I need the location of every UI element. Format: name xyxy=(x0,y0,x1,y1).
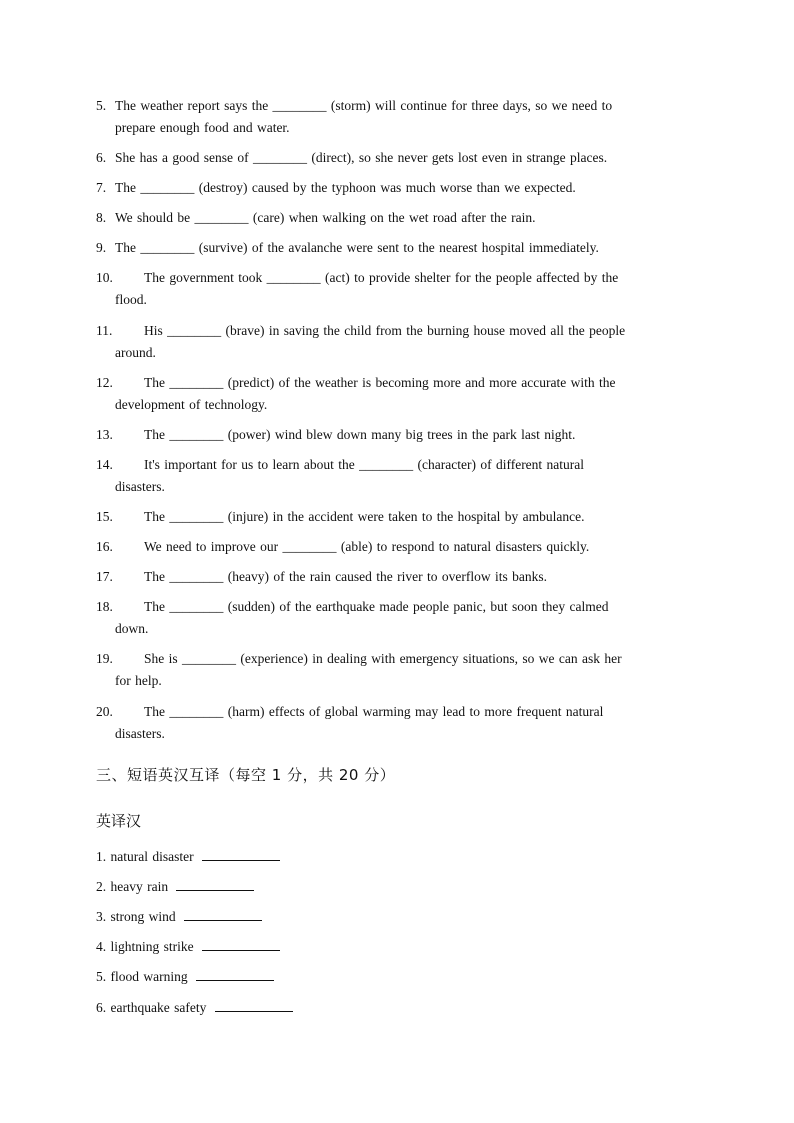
item-number: 5. xyxy=(96,98,107,113)
item-text-line1: The ________ (injure) in the accident were taken to the hospital by ambulance. xyxy=(144,509,585,524)
item-number: 16. xyxy=(96,539,113,554)
item-text-line2: disasters. xyxy=(115,479,165,494)
exercise-item-9 xyxy=(96,237,696,259)
answer-blank[interactable] xyxy=(196,967,274,981)
phrase-text: lightning strike xyxy=(110,939,194,954)
exercise-item-11 xyxy=(96,320,696,364)
exercise-item-12 xyxy=(96,372,696,416)
item-text-line2: down. xyxy=(115,621,149,636)
item-text-line1: The weather report says the ________ (storm) will continue for three days, so we need to xyxy=(115,98,613,113)
exercise-item-10 xyxy=(96,267,696,311)
phrase-item-2 xyxy=(96,876,254,898)
phrase-number: 5. xyxy=(96,969,107,984)
exercise-item-8 xyxy=(96,207,696,229)
item-text-line2: around. xyxy=(115,345,156,360)
item-number: 7. xyxy=(96,180,107,195)
phrase-number: 6. xyxy=(96,1000,107,1015)
item-number: 12. xyxy=(96,375,113,390)
item-text-line1: She is ________ (experience) in dealing with emergency situations, so we can ask her xyxy=(144,651,622,666)
item-number: 20. xyxy=(96,704,113,719)
item-text-line2: prepare enough food and water. xyxy=(115,120,290,135)
phrase-item-3 xyxy=(96,906,262,928)
item-text-line1: The ________ (power) wind blew down many big trees in the park last night. xyxy=(144,427,576,442)
item-number: 14. xyxy=(96,457,113,472)
item-text-line1: We need to improve our ________ (able) to respond to natural disasters quickly. xyxy=(144,539,590,554)
item-text-line2: development of technology. xyxy=(115,397,268,412)
answer-blank[interactable] xyxy=(202,847,280,861)
item-number: 18. xyxy=(96,599,113,614)
phrase-number: 4. xyxy=(96,939,107,954)
item-text-line2: flood. xyxy=(115,292,147,307)
exercise-item-18 xyxy=(96,596,696,640)
item-number: 9. xyxy=(96,240,107,255)
item-text-line2: for help. xyxy=(115,673,162,688)
item-text-line1: The ________ (destroy) caused by the typhoon was much worse than we expected. xyxy=(115,180,576,195)
phrase-item-6 xyxy=(96,997,293,1019)
item-text-line1: We should be ________ (care) when walking on the wet road after the rain. xyxy=(115,210,536,225)
exercise-item-13 xyxy=(96,424,696,446)
phrase-item-4 xyxy=(96,936,280,958)
phrase-text: earthquake safety xyxy=(110,1000,207,1015)
exercise-item-17 xyxy=(96,566,696,588)
item-text-line2: disasters. xyxy=(115,726,165,741)
exercise-item-19 xyxy=(96,648,696,692)
phrase-text: heavy rain xyxy=(110,879,169,894)
item-number: 10. xyxy=(96,270,113,285)
phrase-number: 3. xyxy=(96,909,107,924)
item-text-line1: It's important for us to learn about the ________ (character) of different natural xyxy=(144,457,585,472)
sub-title: 英译汉 xyxy=(96,812,142,830)
item-number: 8. xyxy=(96,210,107,225)
item-text-line1: His ________ (brave) in saving the child from the burning house moved all the people xyxy=(144,323,626,338)
exercise-item-15 xyxy=(96,506,696,528)
section-title: 三、短语英汉互译（每空 1 分，共 20 分） xyxy=(96,766,396,784)
item-number: 13. xyxy=(96,427,113,442)
phrase-item-5 xyxy=(96,966,274,988)
item-number: 19. xyxy=(96,651,113,666)
exercise-item-5 xyxy=(96,95,696,139)
phrase-text: natural disaster xyxy=(110,849,194,864)
phrase-number: 1. xyxy=(96,849,107,864)
answer-blank[interactable] xyxy=(215,998,293,1012)
item-number: 11. xyxy=(96,323,113,338)
exercise-item-7 xyxy=(96,177,696,199)
item-text-line1: She has a good sense of ________ (direct), so she never gets lost even in strange places. xyxy=(115,150,608,165)
item-number: 17. xyxy=(96,569,113,584)
item-number: 15. xyxy=(96,509,113,524)
phrase-text: flood warning xyxy=(110,969,188,984)
answer-blank[interactable] xyxy=(184,907,262,921)
answer-blank[interactable] xyxy=(176,877,254,891)
item-text-line1: The ________ (survive) of the avalanche were sent to the nearest hospital immediately. xyxy=(115,240,599,255)
exercise-item-6 xyxy=(96,147,696,169)
answer-blank[interactable] xyxy=(202,937,280,951)
item-text-line1: The ________ (predict) of the weather is becoming more and more accurate with the xyxy=(144,375,616,390)
item-text-line1: The ________ (harm) effects of global warming may lead to more frequent natural xyxy=(144,704,604,719)
exercise-item-20 xyxy=(96,701,696,745)
item-number: 6. xyxy=(96,150,107,165)
phrase-number: 2. xyxy=(96,879,107,894)
item-text-line1: The ________ (heavy) of the rain caused the river to overflow its banks. xyxy=(144,569,548,584)
exercise-item-16 xyxy=(96,536,696,558)
item-text-line1: The government took ________ (act) to provide shelter for the people affected by the xyxy=(144,270,619,285)
phrase-item-1 xyxy=(96,846,280,868)
phrase-text: strong wind xyxy=(110,909,176,924)
item-text-line1: The ________ (sudden) of the earthquake made people panic, but soon they calmed xyxy=(144,599,609,614)
exercise-item-14 xyxy=(96,454,696,498)
